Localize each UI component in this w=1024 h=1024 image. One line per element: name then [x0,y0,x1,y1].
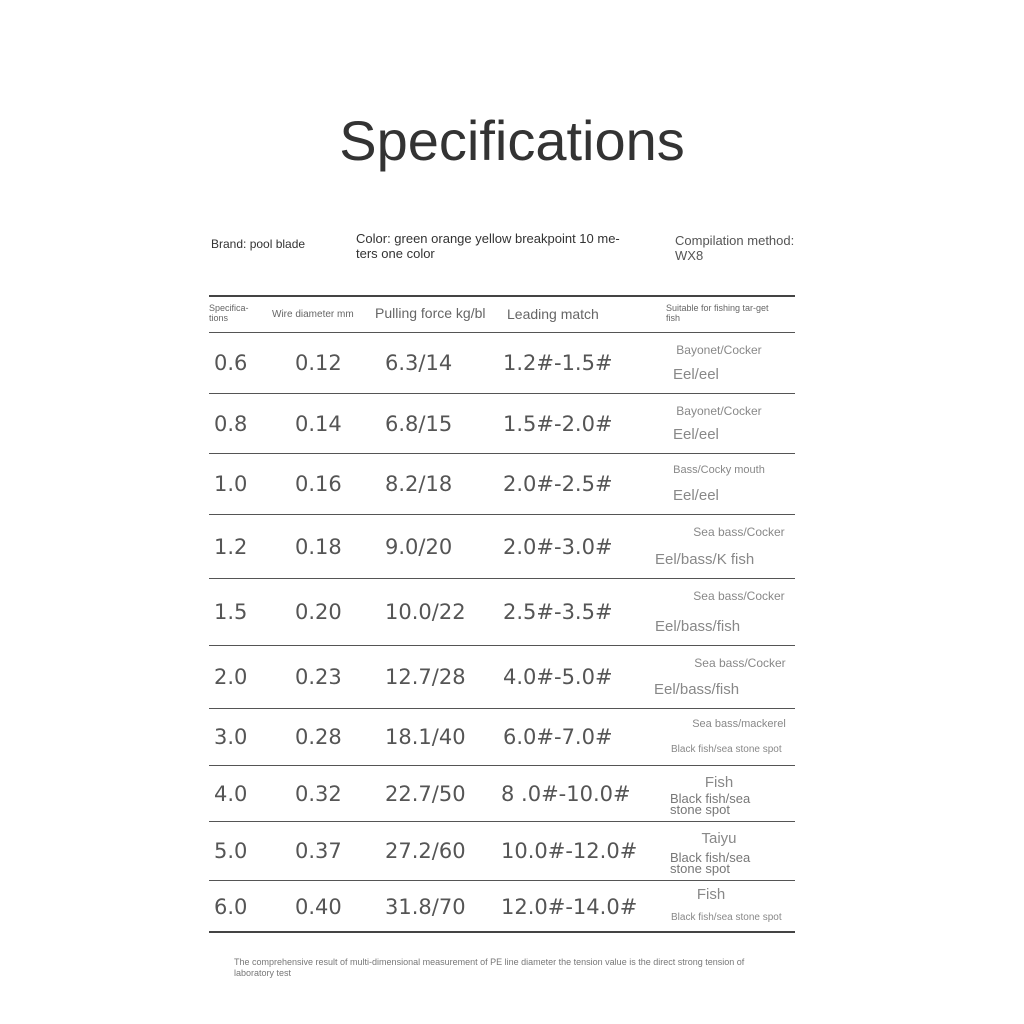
fish-primary: Sea bass/Cocker [693,525,785,539]
table-row [209,333,795,393]
cell-spec: 1.2 [214,534,248,559]
brand-label: Brand: pool blade [211,237,306,251]
cell-spec: 1.0 [214,472,248,496]
cell-pull: 10.0/22 [385,600,466,624]
cell-wire: 0.37 [295,839,342,863]
cell-wire: 0.18 [295,534,342,559]
table-row [209,822,795,880]
cell-spec: 3.0 [214,725,248,749]
cell-pull: 18.1/40 [385,725,466,749]
table-row [209,709,795,765]
table-row [209,515,795,578]
table-row [209,394,795,453]
fish-primary: Sea bass/Cocker [694,656,786,670]
fish-secondary: Eel/eel [673,487,719,504]
cell-lead: 2.0#-2.5# [503,472,613,496]
cell-fish [649,515,799,578]
compilation-label: Compilation method: WX8 [675,233,795,263]
cell-lead: 1.2#-1.5# [503,351,613,375]
header-pull: Pulling force kg/bl [375,305,486,321]
table-row [209,881,795,932]
cell-lead: 4.0#-5.0# [503,665,613,689]
cell-wire: 0.23 [295,665,342,689]
cell-fish [649,766,799,821]
cell-spec: 6.0 [214,894,248,919]
cell-spec: 4.0 [214,781,248,806]
cell-lead: 2.0#-3.0# [503,534,613,559]
cell-wire: 0.12 [295,351,342,375]
cell-fish [649,394,799,453]
cell-lead: 10.0#-12.0# [501,839,638,863]
cell-fish [649,822,799,880]
fish-primary: Fish [696,886,726,903]
cell-wire: 0.40 [295,894,342,919]
color-label: Color: green orange yellow breakpoint 10 me-ters one color [356,231,620,261]
fish-secondary: Black fish/sea stone spot [670,791,751,817]
cell-pull: 6.8/15 [385,411,453,436]
fish-primary: Bayonet/Cocker [676,343,762,357]
cell-pull: 9.0/20 [385,534,453,559]
cell-lead: 12.0#-14.0# [501,894,638,919]
cell-pull: 12.7/28 [385,665,466,689]
fish-secondary: Black fish/sea stone spot [670,850,751,876]
cell-wire: 0.20 [295,600,342,624]
fish-secondary: Eel/eel [673,366,719,383]
cell-lead: 8 .0#-10.0# [501,781,631,806]
page-title: Specifications [339,109,685,172]
cell-spec: 0.6 [214,351,248,375]
table-top-rule [209,295,795,297]
cell-lead: 2.5#-3.5# [503,600,613,624]
fish-secondary: Black fish/sea stone spot [671,912,782,923]
fish-primary: Sea bass/Cocker [693,589,785,603]
table-row [209,766,795,821]
cell-fish [649,333,799,393]
fish-secondary: Eel/bass/fish [655,618,741,635]
fish-secondary: Black fish/sea stone spot [671,744,782,755]
cell-spec: 0.8 [214,411,248,436]
table-row [209,579,795,645]
cell-pull: 8.2/18 [385,472,453,496]
table-bottom-rule [209,931,795,933]
table-row [209,646,795,708]
header-spec: Specifica-tions [209,303,249,323]
cell-spec: 5.0 [214,839,248,863]
fish-primary: Sea bass/mackerel [692,718,786,730]
cell-pull: 22.7/50 [385,781,466,806]
fish-primary: Fish [704,774,734,791]
fish-primary: Bayonet/Cocker [676,404,762,418]
table-row [209,454,795,514]
header-wire: Wire diameter mm [272,309,354,320]
fish-primary: Taiyu [701,830,737,847]
cell-fish [649,709,799,765]
footnote: The comprehensive result of multi-dimensional measurement of PE line diameter the tension value is the direct strong tension of laboratory test [234,957,745,978]
cell-pull: 31.8/70 [385,894,466,919]
cell-pull: 6.3/14 [385,351,453,375]
cell-wire: 0.28 [295,725,342,749]
cell-fish [649,646,799,708]
cell-wire: 0.14 [295,411,342,436]
cell-wire: 0.32 [295,781,342,806]
cell-fish [649,881,799,932]
fish-primary: Bass/Cocky mouth [673,464,765,476]
cell-lead: 6.0#-7.0# [503,725,613,749]
cell-fish [649,579,799,645]
header-suit: Suitable for fishing tar-get fish [666,303,769,323]
header-lead: Leading match [507,306,599,322]
fish-secondary: Eel/bass/K fish [655,551,755,568]
fish-secondary: Eel/eel [673,426,719,443]
cell-pull: 27.2/60 [385,839,466,863]
cell-lead: 1.5#-2.0# [503,411,613,436]
cell-spec: 1.5 [214,600,248,624]
cell-spec: 2.0 [214,665,248,689]
fish-secondary: Eel/bass/fish [654,681,740,698]
cell-wire: 0.16 [295,472,342,496]
cell-fish [649,454,799,514]
